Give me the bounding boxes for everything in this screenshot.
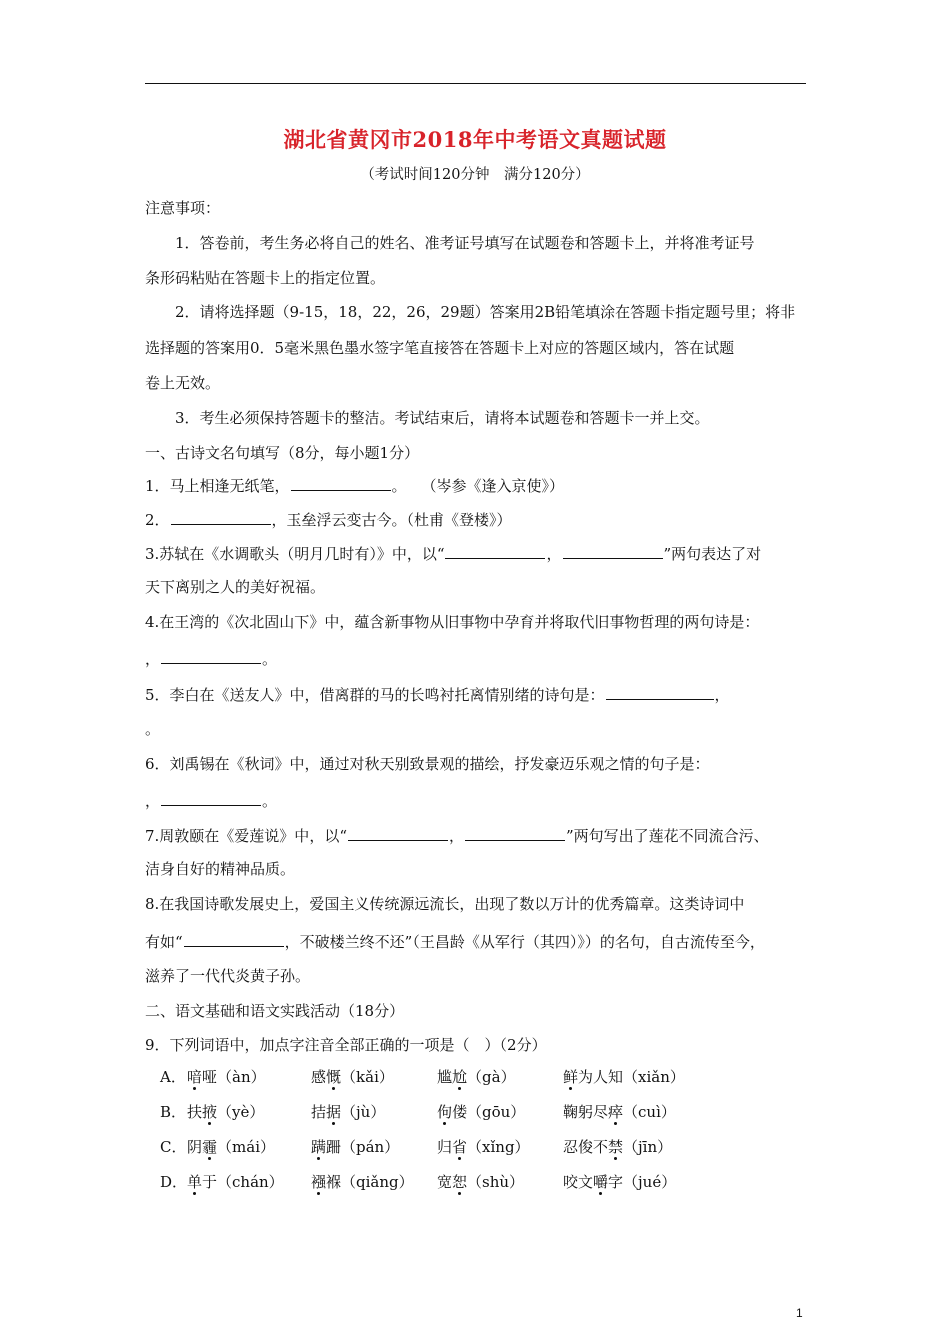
option-a-word-1: 喑哑（àn） [187, 1068, 266, 1086]
notice-1-line-2: 条形码粘贴在答题卡上的指定位置。 [145, 269, 386, 287]
option-b-word-1: 扶掖（yè） [187, 1103, 265, 1121]
question-7: 7.周敦颐在《爱莲说》中，以“ ， ”两句写出了莲花不同流合污、 [145, 827, 769, 845]
option-a-label: A． [160, 1068, 186, 1086]
question-5-end: 。 [145, 720, 161, 738]
question-3: 3.苏轼在《水调歌头（明月几时有）》中，以“ ， ”两句表达了对 [145, 545, 762, 563]
option-d-label: D． [160, 1173, 188, 1191]
question-8: 8.在我国诗歌发展史上，爱国主义传统源远流长，出现了数以万计的优秀篇章。这类诗词中 [145, 895, 745, 913]
question-6: 6．刘禹锡在《秋词》中，通过对秋天别致景观的描绘，抒发豪迈乐观之情的句子是： [145, 755, 710, 773]
question-8-end: 滋养了一代代炎黄子孙。 [145, 967, 311, 985]
question-5: 5．李白在《送友人》中，借离群的马的长鸣衬托离情别绪的诗句是： ， [145, 686, 730, 704]
question-9: 9．下列词语中，加点字注音全部正确的一项是（ ）（2分） [145, 1036, 547, 1054]
answer-blank [563, 545, 663, 559]
option-b-label: B． [160, 1103, 187, 1121]
option-c-label: C． [160, 1138, 187, 1156]
option-c-word-2: 蹒跚（pán） [311, 1138, 400, 1156]
option-a-word-4: 鲜为人知（xiǎn） [563, 1068, 685, 1086]
notice-2-line-2: 选择题的答案用0．5毫米黑色墨水签字笔直接答在答题卡上对应的答题区域内，答在试题 [145, 339, 735, 357]
answer-blank [465, 827, 565, 841]
section-1-heading: 一、古诗文名句填写（8分，每小题1分） [145, 444, 420, 462]
option-b-word-3: 佝偻（gōu） [437, 1103, 526, 1121]
answer-blank [291, 477, 391, 491]
question-1: 1．马上相逢无纸笔， 。 （岑参《逢入京使》） [145, 477, 565, 495]
question-2: 2． ，玉垒浮云变古今。（杜甫《登楼》） [145, 511, 512, 529]
notice-2-line-1: 2．请将选择题（9-15，18，22，26，29题）答案用2B铅笔填涂在答题卡指定题号里；将非 [175, 303, 796, 321]
question-6-answer: ， 。 [145, 792, 278, 810]
option-c-word-1: 阴霾（mái） [187, 1138, 275, 1156]
option-d-word-2: 襁褓（qiǎng） [311, 1173, 414, 1191]
section-2-heading: 二、语文基础和语文实践活动（18分） [145, 1002, 405, 1020]
question-8-cont: 有如“ ，不破楼兰终不还”（王昌龄《从军行（其四）》）的名句，自古流传至今， [145, 933, 765, 951]
option-a-word-2: 感慨（kǎi） [311, 1068, 394, 1086]
option-d-word-4: 咬文嚼字（jué） [563, 1173, 677, 1191]
option-c-word-4: 忍俊不禁（jīn） [563, 1138, 673, 1156]
question-7-cont: 洁身自好的精神品质。 [145, 860, 296, 878]
option-d-word-1: 单于（chán） [187, 1173, 284, 1191]
notice-1-line-1: 1．答卷前，考生务必将自己的姓名、准考证号填写在试题卷和答题卡上，并将准考证号 [175, 234, 755, 252]
option-b-word-2: 拮据（jù） [311, 1103, 386, 1121]
answer-blank [606, 686, 714, 700]
option-a-word-3: 尴尬（gà） [437, 1068, 516, 1086]
page-number: 1 [796, 1306, 803, 1320]
header-rule [145, 83, 806, 84]
notice-3: 3．考生必须保持答题卡的整洁。考试结束后，请将本试题卷和答题卡一并上交。 [175, 409, 710, 427]
notice-2-line-3: 卷上无效。 [145, 374, 221, 392]
page-title: 湖北省黄冈市2018年中考语文真题试题 [283, 127, 667, 152]
answer-blank [184, 933, 284, 947]
option-c-word-3: 归省（xǐng） [437, 1138, 530, 1156]
question-4: 4.在王湾的《次北固山下》中，蕴含新事物从旧事物中孕育并将取代旧事物哲理的两句诗是： [145, 613, 760, 631]
answer-blank [161, 792, 261, 806]
question-4-answer: ， 。 [145, 650, 278, 668]
exam-info: （考试时间120分钟 满分120分） [360, 167, 590, 183]
answer-blank [171, 511, 271, 525]
option-b-word-4: 鞠躬尽瘁（cuì） [563, 1103, 676, 1121]
option-d-word-3: 宽恕（shù） [437, 1173, 525, 1191]
question-3-cont: 天下离别之人的美好祝福。 [145, 578, 326, 596]
answer-blank [445, 545, 545, 559]
answer-blank [348, 827, 448, 841]
answer-blank [161, 650, 261, 664]
notice-heading: 注意事项： [145, 199, 221, 217]
